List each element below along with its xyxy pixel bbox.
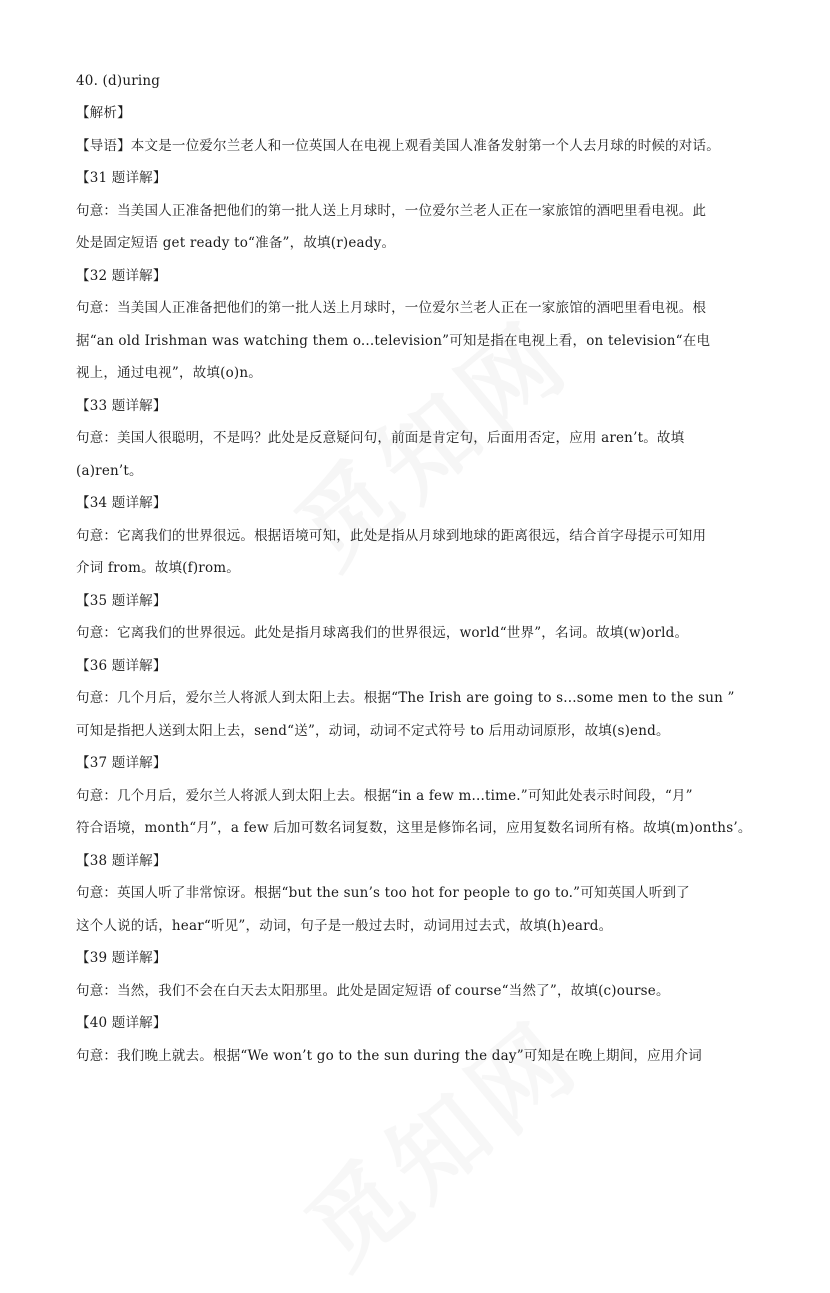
explanation-line: 视上，通过电视”，故填(o)n。 xyxy=(76,365,262,381)
explanation-line: 句意：当美国人正准备把他们的第一批人送上月球时，一位爱尔兰老人正在一家旅馆的酒吧里看电视。此 xyxy=(76,203,707,219)
question-heading: 【40 题详解】 xyxy=(76,1015,167,1031)
question-heading: 【31 题详解】 xyxy=(76,170,167,186)
question-heading: 【37 题详解】 xyxy=(76,755,167,771)
explanation-line: 可知是指把人送到太阳上去，send“送”，动词，动词不定式符号 to 后用动词原形，故填(s)end。 xyxy=(76,723,670,739)
question-heading: 【35 题详解】 xyxy=(76,593,167,609)
explanation-line: 据“an old Irishman was watching them o...television”可知是指在电视上看，on television“在电 xyxy=(76,333,711,349)
explanation-line: 句意：几个月后，爱尔兰人将派人到太阳上去。根据“The Irish are going to s...some men to the sun ” xyxy=(76,690,735,706)
answer-line: 40. (d)uring xyxy=(76,73,161,89)
explanation-line: 句意：它离我们的世界很远。此处是指月球离我们的世界很远，world“世界”，名词。故填(w)orld。 xyxy=(76,625,689,641)
section-heading: 【解析】 xyxy=(76,105,131,121)
explanation-line: 句意：我们晚上就去。根据“We won’t go to the sun during the day”可知是在晚上期间，应用介词 xyxy=(76,1048,702,1064)
explanation-line: 这个人说的话，hear“听见”，动词，句子是一般过去时，动词用过去式，故填(h)eard。 xyxy=(76,918,613,934)
explanation-line: 句意：当然，我们不会在白天去太阳那里。此处是固定短语 of course“当然了”，故填(c)ourse。 xyxy=(76,983,670,999)
question-heading: 【33 题详解】 xyxy=(76,398,167,414)
intro-paragraph: 【导语】本文是一位爱尔兰老人和一位英国人在电视上观看美国人准备发射第一个人去月球的时候的对话。 xyxy=(76,138,720,154)
explanation-line: 处是固定短语 get ready to“准备”，故填(r)eady。 xyxy=(76,235,396,251)
explanation-line: 句意：它离我们的世界很远。根据语境可知，此处是指从月球到地球的距离很远，结合首字母提示可知用 xyxy=(76,528,707,544)
explanation-line: 句意：当美国人正准备把他们的第一批人送上月球时，一位爱尔兰老人正在一家旅馆的酒吧里看电视。根 xyxy=(76,300,707,316)
question-heading: 【39 题详解】 xyxy=(76,950,167,966)
explanation-line: 介词 from。故填(f)rom。 xyxy=(76,560,240,576)
explanation-line: 符合语境，month“月”，a few 后加可数名词复数，这里是修饰名词，应用复数名词所有格。故填(m)onths’。 xyxy=(76,820,752,836)
explanation-line: 句意：几个月后，爱尔兰人将派人到太阳上去。根据“in a few m...time.”可知此处表示时间段，“月” xyxy=(76,788,693,804)
explanation-line: 句意：美国人很聪明，不是吗？此处是反意疑问句，前面是肯定句，后面用否定，应用 aren’t。故填 xyxy=(76,430,685,446)
question-heading: 【36 题详解】 xyxy=(76,658,167,674)
question-heading: 【34 题详解】 xyxy=(76,495,167,511)
explanation-line: (a)ren’t。 xyxy=(76,463,143,479)
question-heading: 【38 题详解】 xyxy=(76,853,167,869)
question-heading: 【32 题详解】 xyxy=(76,268,167,284)
explanation-line: 句意：英国人听了非常惊讶。根据“but the sun’s too hot for people to go to.”可知英国人听到了 xyxy=(76,885,690,901)
